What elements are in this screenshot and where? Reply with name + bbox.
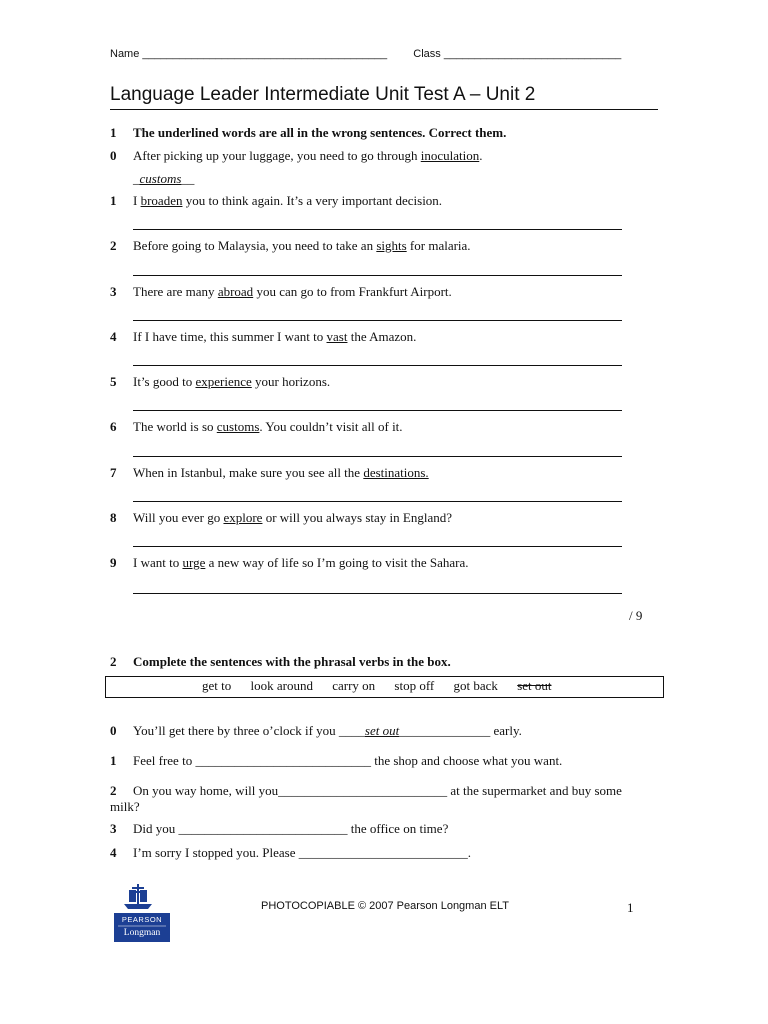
item-blank[interactable]: __________________________ — [178, 821, 348, 836]
section1-item — [110, 329, 416, 345]
item-number: 3 — [110, 821, 117, 836]
copyright-text: PHOTOCOPIABLE © 2007 Pearson Longman ELT — [261, 900, 509, 912]
word-box-item: got back — [453, 678, 498, 693]
item-blank[interactable]: ___________________________ — [195, 753, 371, 768]
item-number: 1 — [110, 753, 117, 768]
section2-item-continuation: milk? — [110, 799, 140, 814]
item-number: 7 — [110, 465, 117, 480]
item-text-before: Did you — [133, 821, 179, 836]
section2-item — [110, 845, 471, 861]
item-text-after: the office on time? — [347, 821, 449, 836]
answer-line[interactable] — [133, 410, 622, 411]
word-box-item: get to — [202, 678, 232, 693]
item-text-after: the Amazon. — [347, 329, 417, 344]
item-underlined-word: vast — [326, 329, 348, 344]
example-answer-suffix: __ — [181, 171, 195, 186]
item-text-before: Feel free to — [133, 753, 196, 768]
item-number: 9 — [110, 555, 117, 570]
answer-line[interactable] — [133, 501, 622, 502]
example-text-before: After picking up your luggage, you need to go through — [133, 148, 421, 163]
item-number: 2 — [110, 238, 117, 253]
section2-item — [110, 783, 622, 799]
name-field-line[interactable]: ________________________________________ — [142, 48, 388, 60]
page-number: 1 — [627, 900, 634, 915]
item-text-after: a new way of life so I’m going to visit the Sahara. — [205, 555, 469, 570]
item-number: 1 — [110, 193, 117, 208]
page-title: Language Leader Intermediate Unit Test A – Unit 2 — [110, 84, 536, 105]
item-blank[interactable]: __________________________ — [298, 845, 468, 860]
section2-heading — [110, 654, 451, 670]
item-underlined-word: explore — [223, 510, 263, 525]
item-text-before: I want to — [133, 555, 183, 570]
example-underlined-word: inoculation — [420, 148, 480, 163]
item-underlined-word: abroad — [217, 284, 254, 299]
section1-item — [110, 510, 452, 526]
item-underlined-word: customs — [216, 419, 260, 434]
word-box-item: stop off — [394, 678, 435, 693]
class-label: Class — [413, 48, 441, 60]
section2-example — [110, 723, 522, 739]
item-text-before: I’m sorry I stopped you. Please — [133, 845, 299, 860]
item-text-before: There are many — [133, 284, 218, 299]
answer-line[interactable] — [133, 320, 622, 321]
title-rule — [110, 109, 658, 110]
item-number: 6 — [110, 419, 117, 434]
logo-text-top: PEARSON — [121, 915, 163, 924]
example-answer: set out — [364, 723, 400, 738]
section1-item — [110, 374, 330, 390]
word-box-item: carry on — [332, 678, 376, 693]
section1-example — [110, 148, 483, 164]
name-label: Name — [110, 48, 140, 60]
name-class-row — [110, 48, 621, 60]
item-number: 3 — [110, 284, 117, 299]
section1-heading — [110, 125, 506, 141]
example-number: 0 — [110, 148, 117, 163]
answer-line[interactable] — [133, 229, 622, 230]
answer-line[interactable] — [133, 275, 622, 276]
item-text-before: The world is so — [133, 419, 217, 434]
item-underlined-word: destinations. — [363, 465, 429, 480]
section1-item — [110, 465, 429, 481]
item-number: 5 — [110, 374, 117, 389]
section1-number: 1 — [110, 125, 117, 140]
item-text-after: at the supermarket and buy some — [447, 783, 622, 798]
item-text-after: or will you always stay in England? — [262, 510, 453, 525]
section1-example-answer — [133, 171, 194, 187]
section2-instruction: Complete the sentences with the phrasal verbs in the box. — [133, 654, 451, 669]
answer-line[interactable] — [133, 593, 622, 594]
item-text-before: It’s good to — [133, 374, 196, 389]
example-text-before: You’ll get there by three o’clock if you ____ — [133, 723, 365, 738]
item-text-after: for malaria. — [406, 238, 471, 253]
item-text-before: Will you ever go — [133, 510, 224, 525]
example-text-after: ______________ early. — [399, 723, 522, 738]
item-text-before: When in Istanbul, make sure you see all the — [133, 465, 364, 480]
item-number: 4 — [110, 845, 117, 860]
item-text-before: If I have time, this summer I want to — [133, 329, 327, 344]
item-blank[interactable]: __________________________ — [278, 783, 448, 798]
section1-instruction: The underlined words are all in the wrong sentences. Correct them. — [133, 125, 507, 140]
section1-item — [110, 238, 471, 254]
word-box-item-crossed: set out — [517, 678, 552, 693]
section1-item — [110, 419, 403, 435]
item-text-after: the shop and choose what you want. — [370, 753, 563, 768]
word-box-item: look around — [250, 678, 313, 693]
example-answer: customs — [139, 171, 182, 186]
section1-item — [110, 284, 452, 300]
section2-item — [110, 821, 448, 837]
item-underlined-word: broaden — [140, 193, 183, 208]
class-field-line[interactable]: _____________________________ — [443, 48, 622, 60]
word-box-list — [202, 678, 568, 694]
item-number: 2 — [110, 783, 117, 798]
pearson-longman-logo — [114, 880, 170, 942]
answer-line[interactable] — [133, 365, 622, 366]
example-answer-prefix: _ — [133, 171, 140, 186]
item-text-before: Before going to Malaysia, you need to take an — [133, 238, 377, 253]
example-number: 0 — [110, 723, 117, 738]
item-text-after: . — [467, 845, 471, 860]
answer-line[interactable] — [133, 456, 622, 457]
item-text-after: . You couldn’t visit all of it. — [259, 419, 403, 434]
section1-item — [110, 555, 469, 571]
item-number: 4 — [110, 329, 117, 344]
item-text-before: I — [133, 193, 141, 208]
item-underlined-word: experience — [195, 374, 252, 389]
item-underlined-word: urge — [182, 555, 206, 570]
section1-item — [110, 193, 442, 209]
section1-score: / 9 — [629, 608, 643, 623]
item-underlined-word: sights — [376, 238, 407, 253]
section2-number: 2 — [110, 654, 117, 669]
item-text-before: On you way home, will you — [133, 783, 279, 798]
section2-item — [110, 753, 562, 769]
answer-line[interactable] — [133, 546, 622, 547]
item-text-after: you to think again. It’s a very important decision. — [182, 193, 443, 208]
logo-text-bottom: Longman — [123, 928, 161, 938]
item-number: 8 — [110, 510, 117, 525]
item-text-after: you can go to from Frankfurt Airport. — [253, 284, 452, 299]
item-text-after: your horizons. — [251, 374, 331, 389]
example-text-after: . — [479, 148, 483, 163]
